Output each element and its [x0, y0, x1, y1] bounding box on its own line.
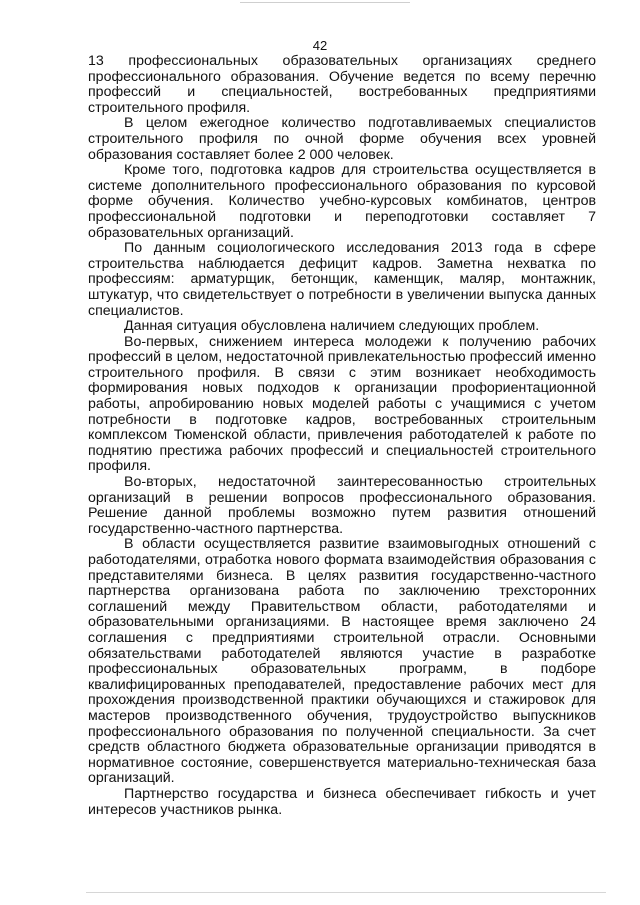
paragraph-7: Во-вторых, недостаточной заинтересованностью строительных организаций в решении вопросов профессионального образования. Решение данной проблемы возможно путем развития отношений государственно-частного партнерства. [88, 474, 596, 537]
scan-artifact-bottom [86, 892, 606, 893]
paragraph-5: Данная ситуация обусловлена наличием следующих проблем. [124, 318, 540, 335]
scan-artifact-top [240, 2, 410, 3]
document-body [88, 54, 596, 818]
paragraph-2: В целом ежегодное количество подготавливаемых специалистов строительного профиля по очной форме обучения всех уровней образования составляет более 2 000 человек. [88, 115, 596, 163]
paragraph-4: По данным социологического исследования 2013 года в сфере строительства наблюдается дефицит кадров. Заметна нехватка по профессиям: арматурщик, бетонщик, каменщик, маляр, монтажник, штукатур, что свидетельствует о потребности в увеличении выпуска данных специалистов. [88, 240, 596, 319]
paragraph-6: Во-первых, снижением интереса молодежи к получению рабочих профессий в целом, недостаточной привлекательностью профессий именно строительного профиля. В связи с этим возникает необходимость формирования новых подходов к организации профориентационной работы, апробированию новых моделей работы с учащимися с учетом потребности в подготовке кадров, востребованных строительным комплексом Тюменской области, привлечения работодателей к работе по поднятию престижа рабочих профессий и специальностей строительного профиля. [88, 333, 596, 475]
paragraph-8: В области осуществляется развитие взаимовыгодных отношений с работодателями, отработка нового формата взаимодействия образования с представителями бизнеса. В целях развития государственно-частного партнерства организована работа по заключению трехсторонних соглашений между Правительством области, работодателями и образовательными организациями. В настоящее время заключено 24 соглашения с предприятиями строительной отрасли. Основными обязательствами работодателей являются участие в разработке профессиональных образовательных программ, в подборе квалифицированных преподавателей, предоставление рабочих мест для прохождения производственной практики обучающихся и стажировок для мастеров производственного обучения, трудоустройство выпускников профессионального образования по полученной специальности. За счет средств областного бюджета образовательные организации приводятся в нормативное состояние, совершенствуется материально-техническая база организаций. [88, 536, 596, 787]
paragraph-3: Кроме того, подготовка кадров для строительства осуществляется в системе дополнительного профессионального образования по курсовой форме обучения. Количество учебно-курсовых комбинатов, центров профессиональной подготовки и переподготовки составляет 7 образовательных организаций. [88, 162, 596, 241]
paragraph-9: Партнерство государства и бизнеса обеспечивает гибкость и учет интересов участников рынка. [88, 785, 596, 818]
page-number: 42 [312, 38, 328, 53]
paragraph-1: 13 профессиональных образовательных организациях среднего профессионального образования. Обучение ведется по всему перечню профессий и специальностей, востребованных предприятиями строительного профиля. [88, 53, 596, 116]
